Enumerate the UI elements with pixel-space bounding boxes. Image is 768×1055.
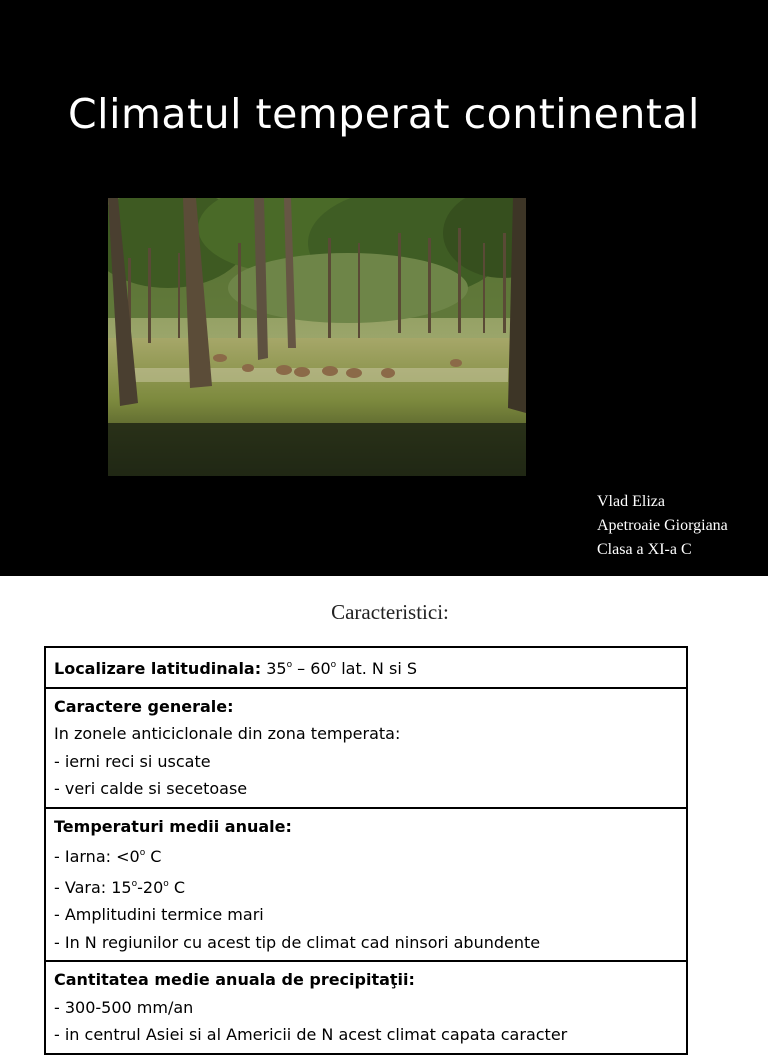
table-row-temperaturi [46,809,686,963]
forest-deer-photo [108,198,526,476]
row-line: - In N regiunilor cu acest tip de climat cad ninsori abundente [54,932,541,952]
table-row-precipitatii [46,962,686,1055]
characteristics-slide [0,576,768,1044]
row-line: - Amplitudini termice mari [54,905,264,924]
authors-block [597,490,728,562]
slide-title: Climatul temperat continental [68,90,700,138]
table-row-localizare: Localizare latitudinala: 35$^o$ – 60$^o$ lat. N si S [46,648,686,689]
row-heading: Localizare latitudinala: [54,659,262,678]
row-line: - 300-500 mm/an [54,997,194,1017]
author-name: Vlad Eliza [597,493,665,510]
row-line: - Vara: 15$^o$-20$^o$ C [54,877,186,897]
class-label: Clasa a XI-a C [597,541,692,558]
section-title: Caracteristici: [331,600,449,624]
row-line: - Iarna: $<0^o$ C [54,847,162,866]
row-line: - veri calde si secetoase [54,779,248,798]
row-heading: Cantitatea medie anuala de precipitaţii: [54,970,415,989]
row-line: - in centrul Asiei si al Americii de N acest climat capata caracter [54,1025,568,1044]
table-row-caractere [46,689,686,809]
characteristics-table [44,646,688,1055]
row-line: In zonele anticiclonale din zona temperata: [54,724,401,743]
row-heading: Temperaturi medii anuale: [54,816,292,836]
author-name: Apetroaie Giorgiana [597,517,728,534]
row-heading: Caractere generale: [54,696,234,716]
row-line: - ierni reci si uscate [54,751,211,771]
